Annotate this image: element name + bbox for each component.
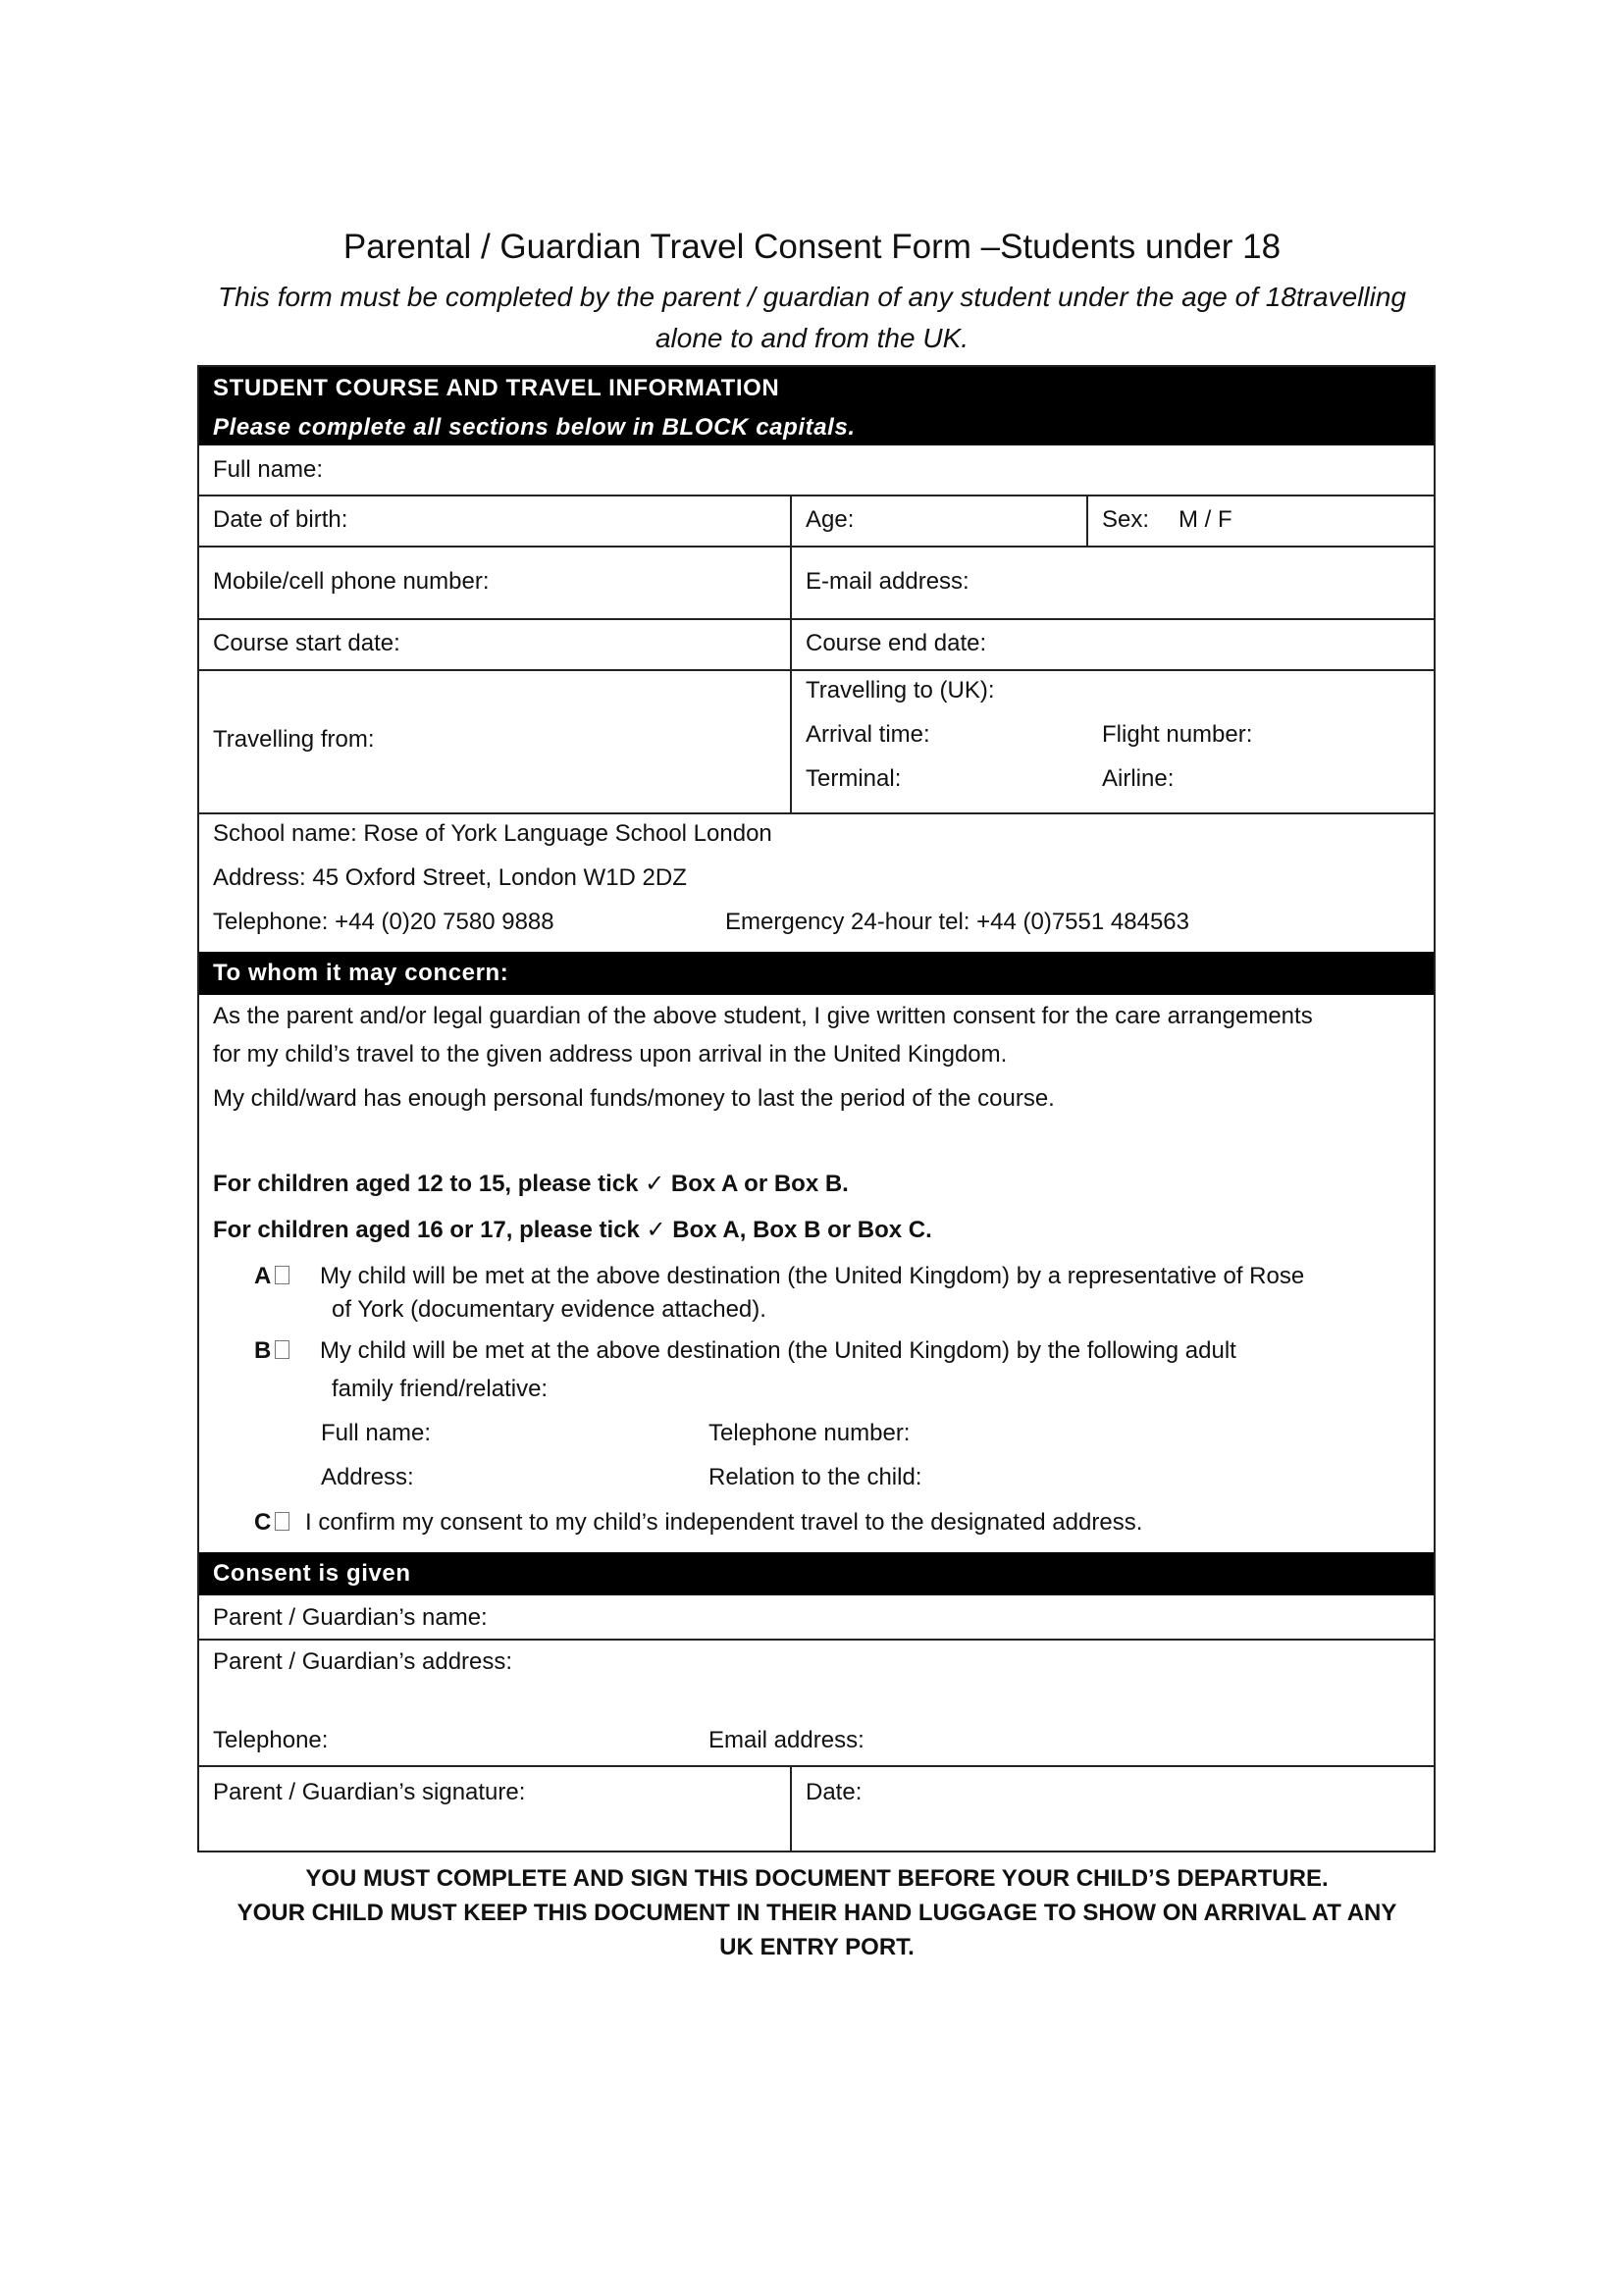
divider bbox=[199, 546, 1434, 548]
option-b-checkbox[interactable] bbox=[275, 1337, 289, 1365]
option-c-text: I confirm my consent to my child’s independent travel to the designated address. bbox=[305, 1509, 1143, 1536]
guardian-telephone-label: Telephone: bbox=[213, 1727, 329, 1753]
funds-statement: My child/ward has enough personal funds/money to last the period of the course. bbox=[213, 1085, 1055, 1112]
email-label: E-mail address: bbox=[806, 568, 969, 595]
footer-line-3: UK ENTRY PORT. bbox=[719, 1934, 915, 1960]
adult-telephone-label: Telephone number: bbox=[708, 1420, 911, 1446]
subtitle-line-2: alone to and from the UK. bbox=[655, 323, 969, 353]
age-16-17-rule: For children aged 16 or 17, please tick ✓ Box A, Box B or Box C. bbox=[213, 1217, 932, 1243]
option-b-text-line-1: My child will be met at the above destination (the United Kingdom) by the following adult bbox=[320, 1337, 1236, 1364]
guardian-signature-label: Parent / Guardian’s signature: bbox=[213, 1779, 526, 1805]
option-b-text-line-2: family friend/relative: bbox=[332, 1376, 549, 1402]
column-divider bbox=[790, 546, 792, 618]
course-start-label: Course start date: bbox=[213, 630, 400, 656]
consent-form bbox=[197, 365, 1436, 1852]
divider bbox=[199, 495, 1434, 496]
divider bbox=[199, 1639, 1434, 1641]
checkbox-icon bbox=[275, 1512, 289, 1531]
student-section-heading: STUDENT COURSE AND TRAVEL INFORMATION bbox=[213, 375, 780, 401]
travelling-to-label: Travelling to (UK): bbox=[806, 677, 995, 704]
guardian-address-label: Parent / Guardian’s address: bbox=[213, 1648, 513, 1675]
school-emergency-telephone: Emergency 24-hour tel: +44 (0)7551 484563 bbox=[725, 909, 1189, 935]
option-b-letter: B bbox=[254, 1337, 272, 1364]
flight-number-label: Flight number: bbox=[1102, 721, 1253, 748]
column-divider bbox=[1086, 495, 1088, 546]
guardian-email-label: Email address: bbox=[708, 1727, 864, 1753]
mobile-label: Mobile/cell phone number: bbox=[213, 568, 490, 595]
arrival-time-label: Arrival time: bbox=[806, 721, 930, 748]
school-address: Address: 45 Oxford Street, London W1D 2DZ bbox=[213, 864, 687, 891]
option-a-text-line-2: of York (documentary evidence attached). bbox=[332, 1296, 766, 1323]
divider bbox=[199, 618, 1434, 620]
consent-section-header bbox=[199, 1552, 1434, 1595]
adult-relation-label: Relation to the child: bbox=[708, 1464, 922, 1490]
signature-date-label: Date: bbox=[806, 1779, 863, 1805]
student-section-header bbox=[199, 367, 1434, 445]
guardian-name-label: Parent / Guardian’s name: bbox=[213, 1604, 488, 1631]
age-12-15-rule: For children aged 12 to 15, please tick ✓ Box A or Box B. bbox=[213, 1171, 849, 1197]
student-section-instruction: Please complete all sections below in BLOCK capitals. bbox=[213, 414, 856, 441]
page-subtitle bbox=[196, 277, 1428, 359]
checkbox-icon bbox=[275, 1340, 289, 1359]
age-label: Age: bbox=[806, 506, 855, 533]
option-a-text-line-1: My child will be met at the above destination (the United Kingdom) by a representative of Rose bbox=[320, 1263, 1305, 1289]
adult-full-name-label: Full name: bbox=[321, 1420, 432, 1446]
consent-paragraph-line-1: As the parent and/or legal guardian of the above student, I give written consent for the care arrangements bbox=[213, 1003, 1313, 1029]
adult-address-label: Address: bbox=[321, 1464, 414, 1490]
sex-options[interactable]: M / F bbox=[1179, 506, 1232, 533]
school-telephone: Telephone: +44 (0)20 7580 9888 bbox=[213, 909, 554, 935]
option-a-letter: A bbox=[254, 1263, 272, 1289]
subtitle-line-1: This form must be completed by the parent / guardian of any student under the age of 18travelling bbox=[218, 282, 1406, 312]
column-divider bbox=[790, 1765, 792, 1852]
column-divider bbox=[790, 669, 792, 812]
column-divider bbox=[790, 618, 792, 669]
checkbox-icon bbox=[275, 1266, 289, 1284]
option-c-checkbox[interactable] bbox=[275, 1509, 289, 1537]
school-name: School name: Rose of York Language School London bbox=[213, 820, 772, 847]
divider bbox=[199, 669, 1434, 671]
full-name-label: Full name: bbox=[213, 456, 324, 483]
concern-section-header bbox=[199, 952, 1434, 995]
column-divider bbox=[790, 495, 792, 546]
option-a-checkbox[interactable] bbox=[275, 1263, 289, 1290]
consent-section-heading: Consent is given bbox=[213, 1560, 411, 1587]
course-end-label: Course end date: bbox=[806, 630, 987, 656]
airline-label: Airline: bbox=[1102, 765, 1175, 792]
concern-section-heading: To whom it may concern: bbox=[213, 960, 509, 986]
divider bbox=[199, 812, 1434, 814]
footer-line-1: YOU MUST COMPLETE AND SIGN THIS DOCUMENT BEFORE YOUR CHILD’S DEPARTURE. bbox=[305, 1865, 1329, 1892]
consent-paragraph-line-2: for my child’s travel to the given address upon arrival in the United Kingdom. bbox=[213, 1041, 1008, 1068]
sex-label: Sex: bbox=[1102, 506, 1150, 533]
option-c-letter: C bbox=[254, 1509, 272, 1536]
divider bbox=[199, 1765, 1434, 1767]
footer-line-2: YOUR CHILD MUST KEEP THIS DOCUMENT IN THEIR HAND LUGGAGE TO SHOW ON ARRIVAL AT ANY bbox=[236, 1900, 1397, 1926]
terminal-label: Terminal: bbox=[806, 765, 902, 792]
footer-notice bbox=[196, 1861, 1438, 1964]
dob-label: Date of birth: bbox=[213, 506, 348, 533]
page-title: Parental / Guardian Travel Consent Form –Students under 18 bbox=[342, 228, 1282, 266]
travelling-from-label: Travelling from: bbox=[213, 726, 375, 753]
